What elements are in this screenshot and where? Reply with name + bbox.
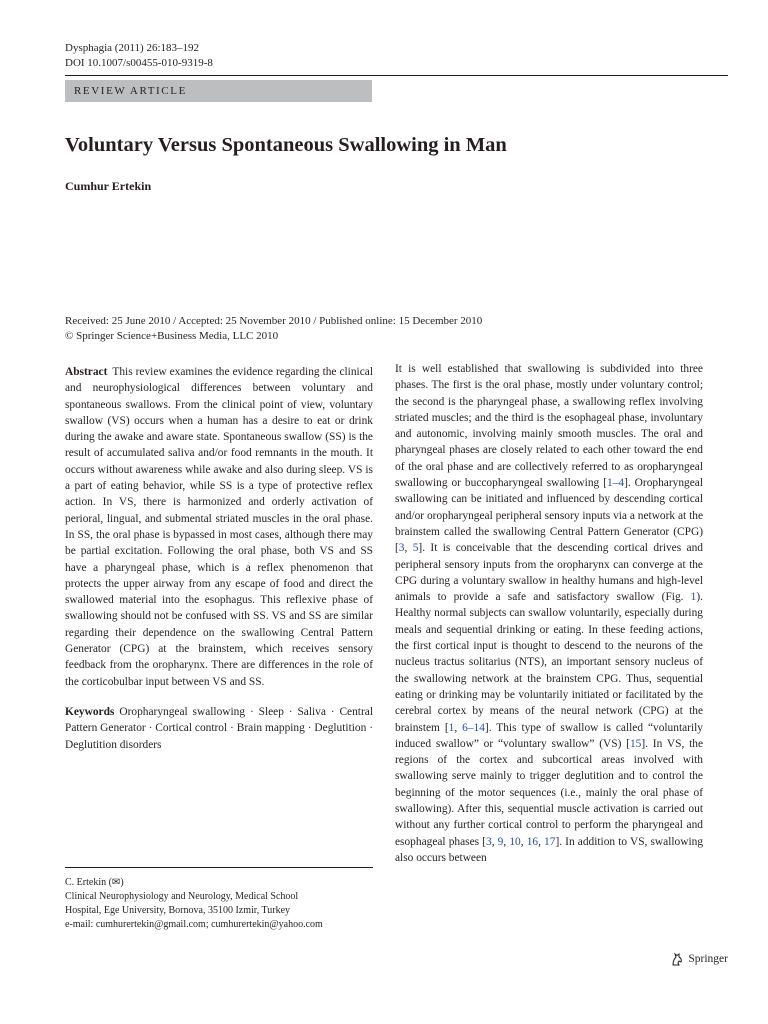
citation-link[interactable]: 10: [509, 835, 521, 848]
journal-citation: Dysphagia (2011) 26:183–192: [65, 42, 200, 54]
copyright-line: © Springer Science+Business Media, LLC 2010: [65, 330, 279, 342]
body-text: ,: [503, 835, 510, 848]
body-text: ]. In VS, the regions of the cortex and subcortical areas involved with swallowing serve mainly to trigger deglutition and to control the beginning of the motor sequences (i.e., mainly the oral phase of swallowing). After this, sequential muscle activation is carried out without any further cortical control to perform the pharyngeal and esophageal phases [: [395, 737, 703, 848]
history-dates: Received: 25 June 2010 / Accepted: 25 November 2010 / Published online: 15 December 2010: [65, 315, 483, 327]
keywords-label: Keywords: [65, 705, 115, 718]
publication-dates: [65, 314, 728, 344]
left-column: [65, 364, 373, 753]
citation-link[interactable]: 15: [629, 737, 642, 750]
keywords: [65, 704, 373, 753]
body-paragraph: [395, 361, 703, 866]
body-text: ]. It is conceivable that the descending cortical drives and peripheral sensory inputs from the oropharynx can converge at the CPG during a voluntary swallow in healthy humans and high-level animals to provide a safe and satisfactory swallow (Fig.: [395, 542, 703, 604]
keywords-text: Oropharyngeal swallowing · Sleep · Saliva · Central Pattern Generator · Cortical control · Brain mapping · Deglutition · Deglutition disorders: [65, 705, 373, 751]
abstract: [65, 364, 373, 690]
affiliation-dept: Clinical Neurophysiology and Neurology, Medical School: [65, 891, 299, 902]
affiliation-name: C. Ertekin (✉): [65, 877, 124, 888]
citation-link[interactable]: 6–14: [462, 721, 485, 734]
citation-link[interactable]: 1–4: [606, 477, 625, 490]
right-column: [395, 361, 703, 866]
body-text: ,: [520, 835, 527, 848]
header-rule: [65, 75, 728, 76]
publisher-mark: [670, 952, 728, 966]
doi[interactable]: DOI 10.1007/s00455-010-9319-8: [65, 57, 213, 69]
article-type-banner: REVIEW ARTICLE: [65, 80, 372, 102]
journal-citation-block: [65, 41, 213, 71]
paper-title: Voluntary Versus Spontaneous Swallowing in Man: [65, 134, 507, 156]
citation-link[interactable]: 5: [412, 542, 419, 555]
citation-link[interactable]: 17: [544, 835, 556, 848]
figure-link[interactable]: 1: [690, 591, 697, 604]
abstract-text: This review examines the evidence regarding the clinical and neurophysiological differences between voluntary and spontaneous swallows. From the clinical point of view, voluntary swallow (VS) occurs when a human has a desire to eat or drink during the awake and aware state. Spontaneous swallow (SS) is the result of accumulated saliva and/or food remnants in the mouth. It occurs without awareness while awake and also during sleep. VS is a part of eating behavior, while SS is a type of protective reflex action. In VS, there is harmonized and orderly activation of perioral, lingual, and submental striated muscles in the oral phase. In SS, the oral phase is bypassed in most cases, although there may be partial excitation. Following the oral phase, both VS and SS have a pharyngeal phase, which is a reflex phenomenon that protects the upper airway from any escape of food and direct the swallowed material into the esophagus. This reflexive phase of swallowing should not be confused with SS. VS and SS are similar regarding their dependence on the swallowing Central Pattern Generator (CPG) at the brainstem, which receives sensory feedback from the oropharynx. There are differences in the role of the corticobulbar input between VS and SS.: [65, 366, 373, 688]
springer-horse-icon: [670, 952, 684, 966]
citation-link[interactable]: 3: [485, 835, 492, 848]
body-text: ]. In addition to VS, swallowing also occurs between: [395, 835, 704, 864]
citation-link[interactable]: 1: [448, 721, 455, 734]
body-text: ,: [491, 835, 498, 848]
body-text: It is well established that swallowing is subdivided into three phases. The first is the oral phase, mostly under voluntary control; the second is the pharyngeal phase, a swallowing reflex involving striated muscles; and the third is the esophageal phase, involuntary and autonomic, involving mainly smooth muscles. The oral and pharyngeal phases are closely related to each other toward the end of the oral phase and are collectively referred to as oropharyngeal swallowing or buccopharyngeal swallowing [: [395, 363, 703, 490]
citation-link[interactable]: 9: [497, 835, 504, 848]
affiliation-hospital: Hospital, Ege University, Bornova, 35100 Izmir, Turkey: [65, 905, 291, 916]
body-text: ,: [454, 721, 463, 734]
body-text: ]. This type of swallow is called “voluntarily induced swallow” or “voluntary swallow” (VS) [: [395, 721, 703, 750]
citation-link[interactable]: 16: [526, 835, 539, 848]
affiliation-email[interactable]: e-mail: cumhurertekin@gmail.com; cumhurertekin@yahoo.com: [65, 919, 323, 930]
body-text: ,: [404, 542, 413, 555]
author-affiliation: [65, 867, 373, 932]
publisher-name: Springer: [688, 953, 728, 965]
author-name: Cumhur Ertekin: [65, 179, 152, 193]
abstract-label: Abstract: [65, 366, 108, 378]
citation-link[interactable]: 3: [398, 542, 405, 555]
body-text: ]. Oropharyngeal swallowing can be initiated and influenced by descending cortical and/or oropharyngeal peripheral sensory inputs via a network at the brainstem called the swallowing Central Pattern Generator (CPG) [: [395, 477, 703, 555]
body-text: ,: [538, 835, 545, 848]
body-text: ). Healthy normal subjects can swallow voluntarily, especially during meals and sequential drinking or eating. In these feeding actions, the first cortical input is thought to descend to the neurons of the nucleus tractus solitarius (NTS), an important sensory nucleus of the swallowing network at the brainstem CPG. Thus, sequential eating or drinking may be voluntarily initiated or facilitated by the cerebral cortex by means of the neural network (CPG) at the brainstem [: [395, 591, 703, 734]
